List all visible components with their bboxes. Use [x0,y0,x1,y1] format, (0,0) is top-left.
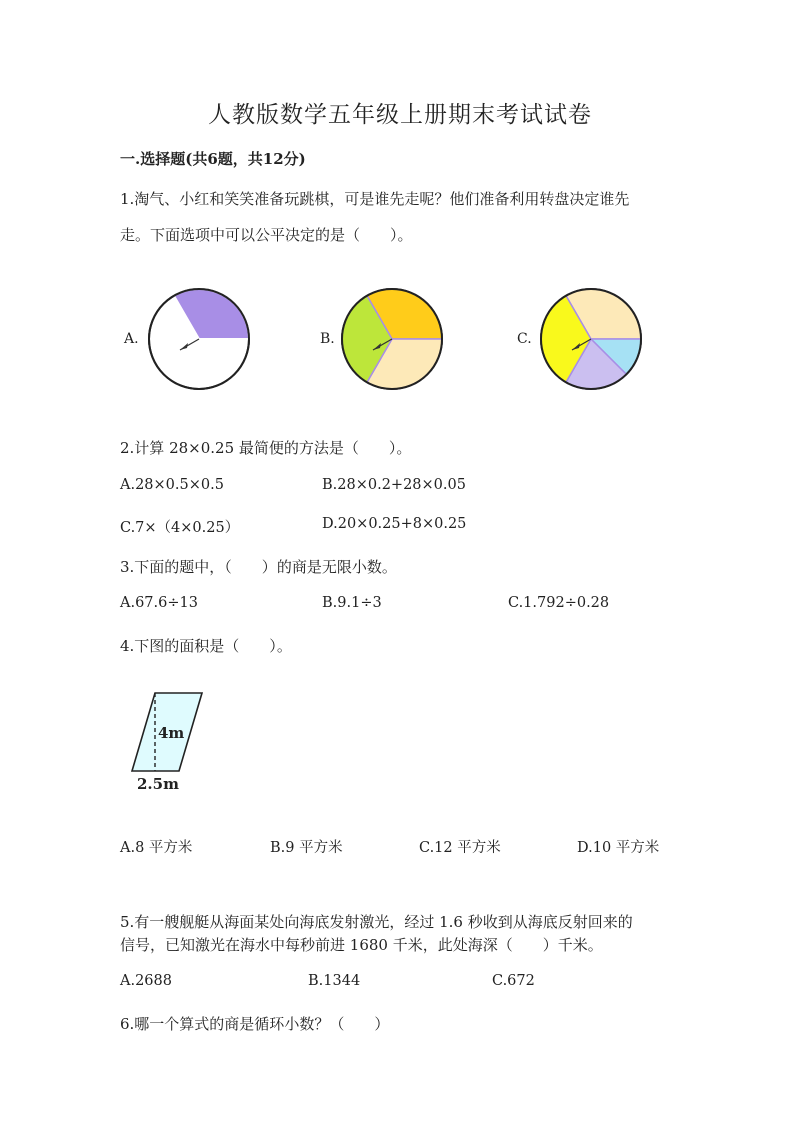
question-3-option-b: B.9.1÷3 [322,595,382,611]
question-4-option-b: B.9 平方米 [270,840,343,856]
question-5-option-a: A.2688 [120,973,172,989]
spinner-b [338,283,448,393]
question-2-option-c: C.7×（4×0.25） [120,520,240,536]
height-label: 4m [158,724,185,742]
question-2-option-a: A.28×0.5×0.5 [120,477,224,493]
question-4-option-a: A.8 平方米 [120,840,193,856]
question-3-option-c: C.1.792÷0.28 [508,595,610,611]
question-6-stem: 6.哪一个算式的商是循环小数？（ ） [120,1015,390,1033]
base-label: 2.5m [137,775,179,793]
spinner-a-label: A. [124,331,139,347]
question-4-option-d: D.10 平方米 [577,840,660,856]
spinner-a [145,283,255,393]
question-3-stem: 3.下面的题中，（ ）的商是无限小数。 [120,558,397,576]
spinner-c [537,283,647,393]
question-5-line-2: 信号，已知激光在海水中每秒前进 1680 千米，此处海深（ ）千米。 [120,936,603,954]
question-5-option-c: C.672 [492,973,535,989]
question-2-option-d: D.20×0.25+8×0.25 [322,516,467,532]
section-heading: 一.选择题(共6题，共12分) [120,150,306,168]
question-5-option-b: B.1344 [308,973,361,989]
parallelogram-figure [125,688,215,798]
question-1-line-2: 走。下面选项中可以公平决定的是（ ）。 [120,226,413,244]
spinner-c-label: C. [517,331,532,347]
spinner-b-label: B. [320,331,335,347]
question-2-option-b: B.28×0.2+28×0.05 [322,477,466,493]
question-4-stem: 4.下图的面积是（ ）。 [120,637,292,655]
question-2-stem: 2.计算 28×0.25 最简便的方法是（ ）。 [120,439,412,457]
question-5-line-1: 5.有一艘舰艇从海面某处向海底发射激光，经过 1.6 秒收到从海底反射回来的 [120,913,633,931]
page-title: 人教版数学五年级上册期末考试试卷 [208,102,592,128]
question-4-option-c: C.12 平方米 [419,840,501,856]
question-1-line-1: 1.淘气、小红和笑笑准备玩跳棋，可是谁先走呢？他们准备利用转盘决定谁先 [120,190,630,208]
question-3-option-a: A.67.6÷13 [120,595,198,611]
